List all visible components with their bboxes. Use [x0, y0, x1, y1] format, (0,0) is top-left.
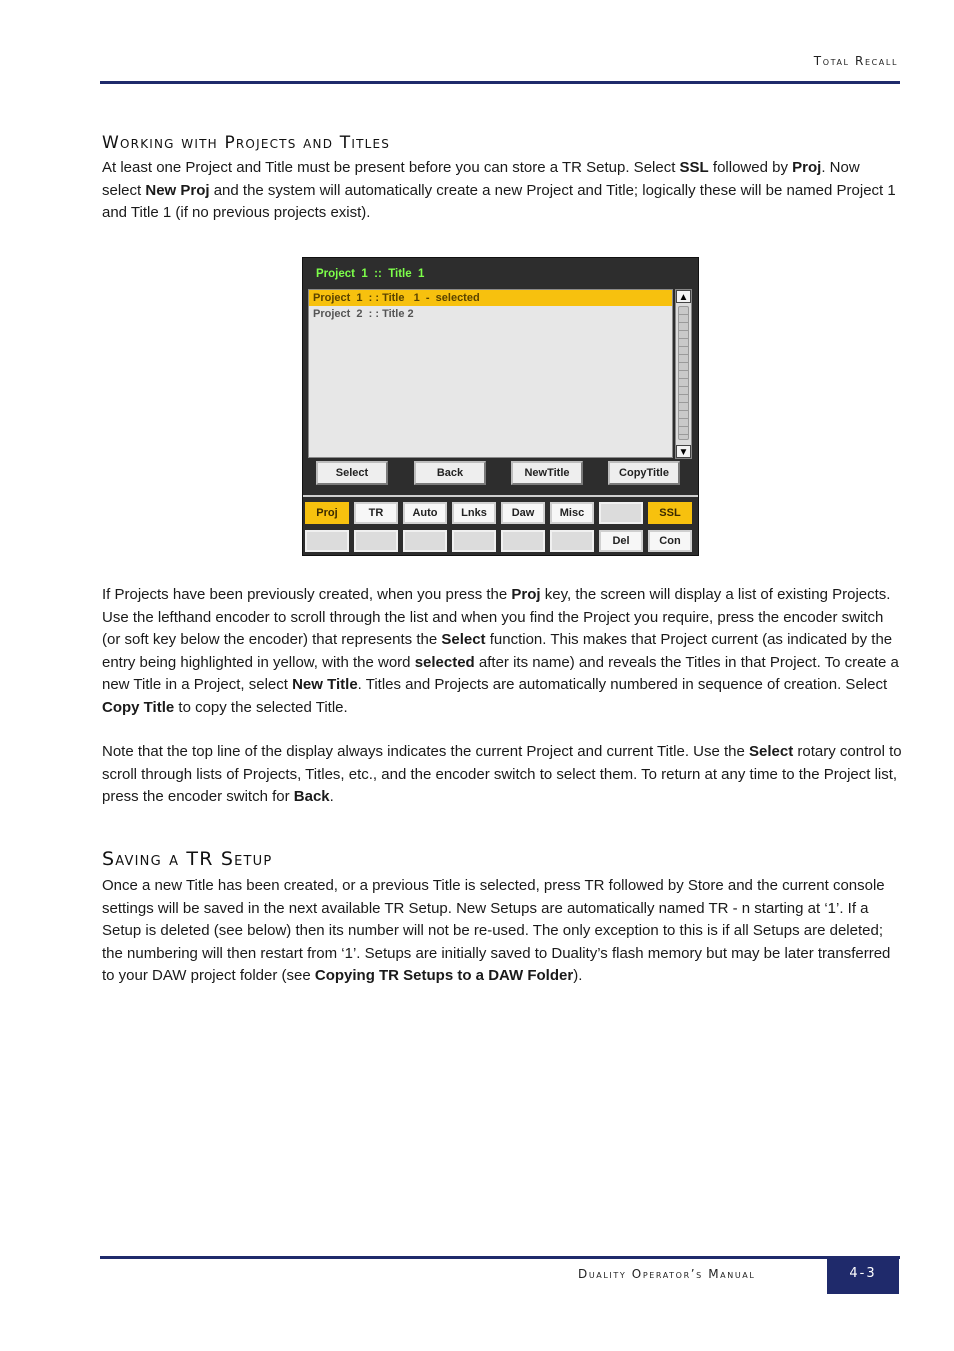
- key-ssl[interactable]: SSL: [648, 502, 692, 524]
- bold-term: Proj: [511, 586, 541, 603]
- list-scrollbar[interactable]: [675, 289, 692, 459]
- paragraph-saving: [102, 875, 902, 988]
- screen-title-line: Project 1 :: Title 1: [316, 268, 425, 280]
- key-blank[interactable]: [452, 530, 496, 552]
- paragraph-note: [102, 741, 902, 809]
- screen-display-mockup: [302, 257, 699, 556]
- key-blank[interactable]: [550, 530, 594, 552]
- key-con[interactable]: Con: [648, 530, 692, 552]
- bold-term: Copy Title: [102, 698, 175, 716]
- scroll-thumb[interactable]: [678, 306, 689, 440]
- scroll-up-arrow-icon[interactable]: ▲: [676, 290, 691, 303]
- paragraph-intro: [102, 157, 902, 225]
- bold-term: New Title: [292, 676, 358, 693]
- list-item[interactable]: Project 2 : : Title 2: [313, 308, 414, 320]
- text-run: If Projects have been previously created, when you press the: [102, 586, 512, 603]
- text-run: key, the screen will display a list of existing Projects. Use the lefthand encoder to scroll through the list and when you find the Project you require, press the encoder switch (or soft key below the encoder) that represents the: [102, 586, 891, 648]
- paragraph-proj-key: [102, 584, 902, 719]
- key-del[interactable]: Del: [599, 530, 643, 552]
- key-misc[interactable]: Misc: [550, 502, 594, 524]
- bold-term: Proj: [792, 159, 822, 176]
- text-run: .: [329, 788, 334, 805]
- project-list: [308, 289, 673, 458]
- text-run: Once a new Title has been created, or a previous Title is selected, press TR followed by Store and the current console settings will be saved in the next available TR Setup. New Setups are automatically named TR - n starting at ‘1’. If a Setup is deleted (see below) then its number will not be re-used. The only exception to this is if all Setups are deleted; the numbering will then restart from ‘1’. Setups are initially saved to Duality’s flash memory but may be later transferred to your DAW project folder (see: [102, 877, 891, 984]
- bold-term: Select: [441, 631, 486, 648]
- page-number: 4-3: [827, 1259, 899, 1294]
- key-proj[interactable]: Proj: [305, 502, 349, 524]
- key-blank[interactable]: [501, 530, 545, 552]
- key-blank[interactable]: [403, 530, 447, 552]
- bold-term: SSL: [679, 159, 709, 176]
- text-run: rotary control to scroll through lists of Projects, Titles, etc., and the encoder switch to select them. To return at any time to the Project list, press the encoder switch for: [102, 743, 902, 805]
- key-auto[interactable]: Auto: [403, 502, 447, 524]
- key-lnks[interactable]: Lnks: [452, 502, 496, 524]
- key-blank[interactable]: [305, 530, 349, 552]
- footer-manual-title: Duality Operator’s Manual: [578, 1267, 756, 1281]
- footer-rule: [100, 1256, 900, 1259]
- text-run: At least one Project and Title must be present before you can store a TR Setup. Select: [102, 159, 680, 176]
- section-heading-saving-setup: Saving a TR Setup: [102, 848, 273, 870]
- bold-term: Back: [293, 788, 330, 805]
- bold-term: New Proj: [145, 181, 210, 199]
- new-title-button[interactable]: NewTitle: [511, 461, 583, 485]
- select-button[interactable]: Select: [316, 461, 388, 485]
- text-run: and the system will automatically create a new Project and Title; logically these will be named Project 1 and Title 1 (if no previous projects exist).: [102, 181, 896, 221]
- header-rule: [100, 81, 900, 84]
- text-run: Note that the top line of the display always indicates the current Project and current Title. Use the: [102, 743, 750, 760]
- bold-term: Select: [749, 743, 794, 760]
- text-run: after its name) and reveals the Titles in that Project. To create a new Title in a Project, select: [102, 653, 899, 693]
- running-header: Total Recall: [813, 54, 898, 68]
- text-run: . Titles and Projects are automatically numbered in sequence of creation. Select: [357, 676, 888, 693]
- bold-term: selected: [414, 653, 475, 671]
- text-run: function. This makes that Project current (as indicated by the entry being highlighted in yellow, with the word: [102, 631, 893, 671]
- text-run: ).: [573, 967, 583, 984]
- key-tr[interactable]: TR: [354, 502, 398, 524]
- copy-title-button[interactable]: CopyTitle: [608, 461, 680, 485]
- bold-term: Copying TR Setups to a DAW Folder: [314, 967, 574, 984]
- scroll-down-arrow-icon[interactable]: ▼: [676, 445, 691, 458]
- key-daw[interactable]: Daw: [501, 502, 545, 524]
- text-run: . Now select: [102, 159, 860, 199]
- list-item[interactable]: Project 1 : : Title 1 - selected: [309, 290, 672, 306]
- key-blank[interactable]: [599, 502, 643, 524]
- text-run: to copy the selected Title.: [174, 698, 348, 716]
- section-heading-projects-titles: Working with Projects and Titles: [102, 133, 391, 153]
- key-blank[interactable]: [354, 530, 398, 552]
- text-run: followed by: [708, 159, 793, 176]
- back-button[interactable]: Back: [414, 461, 486, 485]
- screen-divider: [303, 495, 698, 497]
